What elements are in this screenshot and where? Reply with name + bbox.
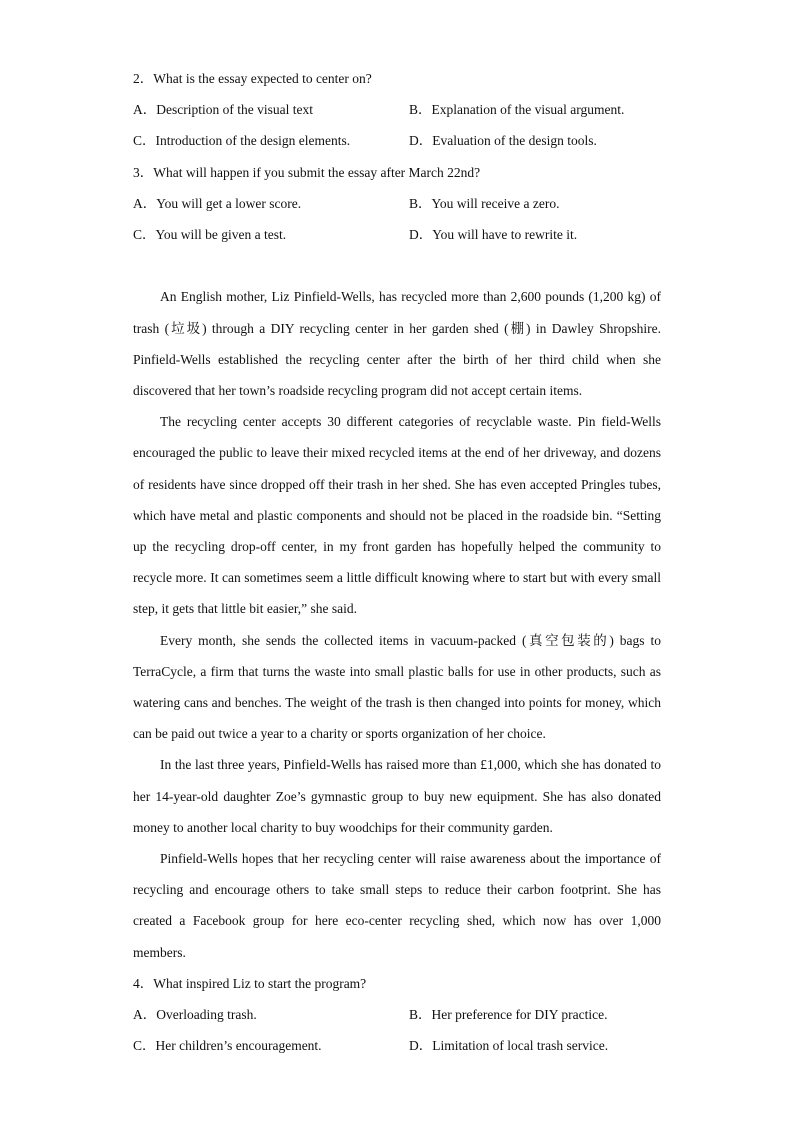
question-4-options-row-1	[133, 999, 661, 1030]
passage-paragraph-4: In the last three years, Pinfield-Wells has raised more than £1,000, which she has donated to her 14-year-old daughter Zoe’s gymnastic group to buy new equipment. She has also donated money to another local charity to buy woodchips for their community garden.	[133, 757, 661, 835]
passage-paragraph-5: Pinfield-Wells hopes that her recycling center will raise awareness about the importance of recycling and encourage others to take small steps to reduce their carbon footprint. She has created a Facebook group for here eco-center recycling shed, which now has over 1,000 members.	[133, 850, 661, 960]
question-3-option-d: D．You will have to rewrite it.	[409, 226, 578, 242]
question-2-stem: 2．What is the essay expected to center on?	[133, 71, 372, 86]
question-2-option-a: A．Description of the visual text	[133, 102, 313, 118]
question-3-option-b: B．You will receive a zero.	[409, 195, 560, 211]
question-2-option-c: C．Introduction of the design elements.	[133, 133, 351, 149]
question-3-stem: 3．What will happen if you submit the essay after March 22nd?	[133, 164, 481, 180]
question-4-option-c: C．Her children’s encouragement.	[133, 1038, 322, 1054]
question-3-options-row-2	[133, 219, 661, 250]
section-gap	[133, 250, 661, 281]
question-3-options-row-1	[133, 188, 661, 219]
question-4-option-a: A．Overloading trash.	[133, 1006, 257, 1022]
question-2-options-row-1	[133, 94, 661, 125]
passage-paragraph-3: Every month, she sends the collected items in vacuum-packed (真空包装的) bags to TerraCycle, a firm that turns the waste into small plastic balls for use in other products, such as watering cans and benches. The weight of the trash is then changed into points for money, which can be paid out twice a year to a charity or sports organization of her choice.	[133, 632, 661, 742]
question-2-option-b: B．Explanation of the visual argument.	[409, 102, 625, 118]
document-page	[133, 63, 661, 1061]
question-2-options-row-2	[133, 125, 661, 156]
question-3-option-a: A．You will get a lower score.	[133, 195, 302, 211]
question-3-option-c: C．You will be given a test.	[133, 226, 287, 242]
question-4-option-b: B．Her preference for DIY practice.	[409, 1006, 608, 1022]
question-4-stem: 4．What inspired Liz to start the program?	[133, 975, 367, 991]
question-2-option-d: D．Evaluation of the design tools.	[409, 133, 597, 149]
question-4-option-d: D．Limitation of local trash service.	[409, 1038, 609, 1054]
passage-paragraph-1: An English mother, Liz Pinfield-Wells, has recycled more than 2,600 pounds (1,200 kg) of trash (垃圾) through a DIY recycling center in her garden shed (棚) in Dawley Shropshire. Pinfield-Wells established the recycling center after the birth of her third child when she discovered that her town’s roadside recycling program did not accept certain items.	[133, 289, 661, 398]
passage-paragraph-2: The recycling center accepts 30 different categories of recyclable waste. Pin field-Wells encouraged the public to leave their mixed recycled items at the end of her driveway, and dozens of residents have since dropped off their trash in her shed. She has even accepted Pringles tubes, which have metal and plastic components and should not be placed in the roadside bin. “Setting up the recycling drop-off center, in my front garden has hopefully helped the community to recycle more. It can sometimes seem a little difficult knowing where to start but with every small step, it gets that little bit easier,” she said.	[133, 414, 661, 617]
question-4-options-row-2	[133, 1030, 661, 1061]
